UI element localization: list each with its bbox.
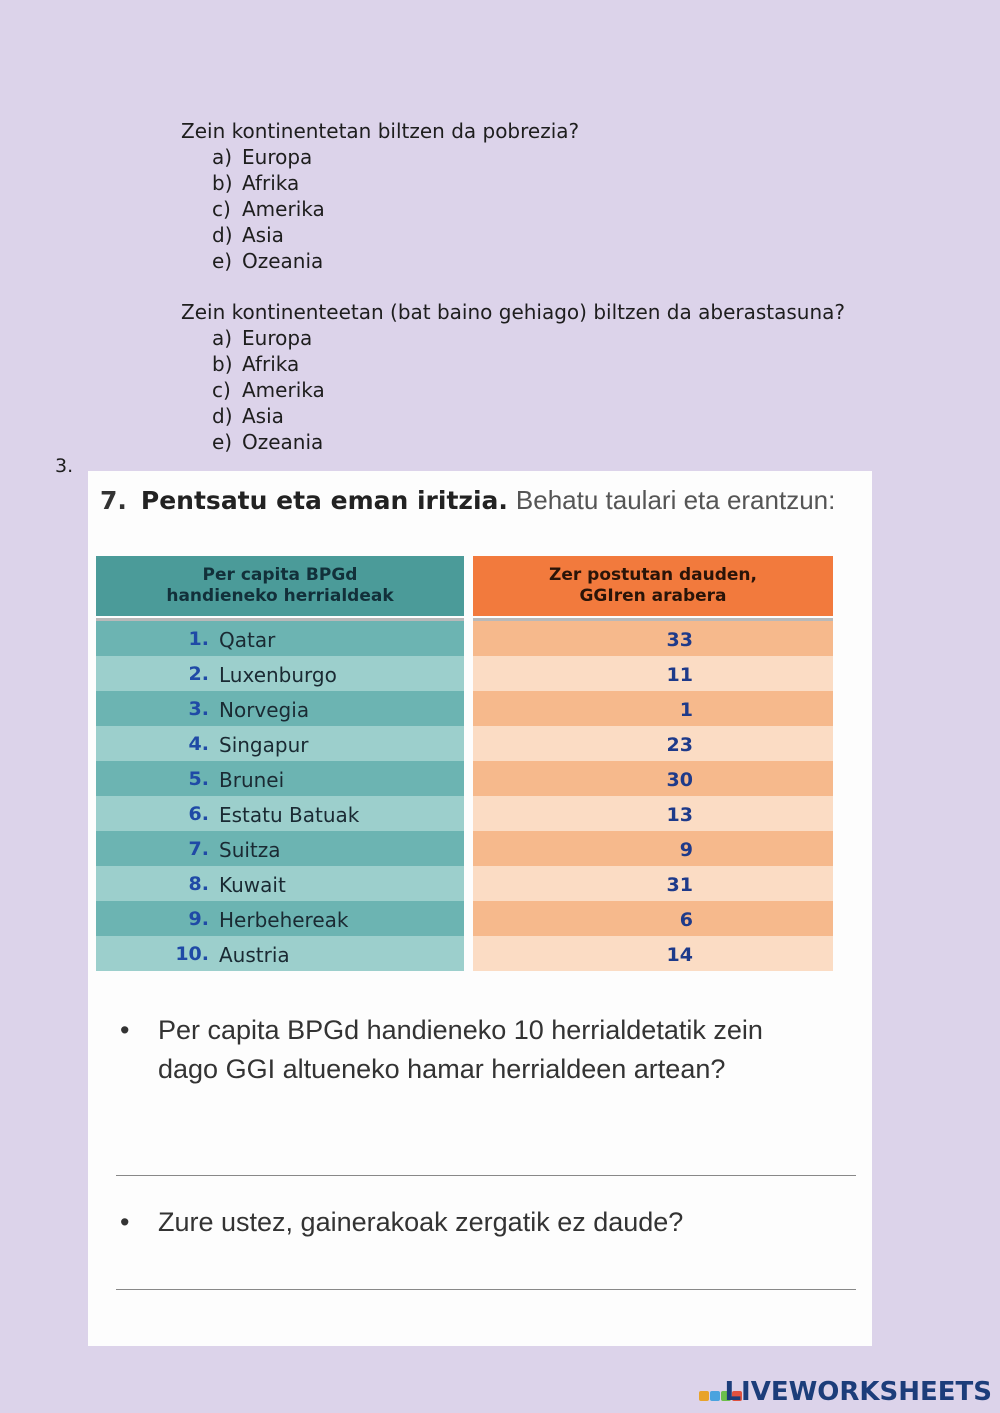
country-cell bbox=[96, 761, 464, 796]
option-c[interactable]: c) Amerika bbox=[212, 378, 325, 402]
table-row bbox=[88, 831, 872, 866]
hdi-position: 33 bbox=[666, 629, 693, 651]
table-header-right: Zer postutan dauden, GGIren arabera bbox=[473, 556, 833, 616]
option-b[interactable]: b) Afrika bbox=[212, 352, 300, 376]
option-d[interactable]: d) Asia bbox=[212, 404, 284, 428]
question-2 bbox=[181, 299, 845, 455]
exercise-title-bold: Pentsatu eta eman iritzia. bbox=[140, 486, 508, 515]
bullet-text: Per capita BPGd handieneko 10 herrialdetatik zein dago GGI altueneko hamar herrialdeen artean? bbox=[158, 1015, 763, 1084]
rank: 7. bbox=[188, 838, 209, 860]
country-name: Qatar bbox=[219, 628, 276, 652]
option-a[interactable]: a) Europa bbox=[212, 326, 313, 350]
question-1 bbox=[181, 118, 579, 274]
hdi-position: 6 bbox=[679, 909, 693, 931]
country-cell bbox=[96, 866, 464, 901]
value-cell bbox=[473, 691, 833, 726]
section-number: 3. bbox=[55, 455, 74, 477]
country-name: Luxenburgo bbox=[219, 663, 337, 687]
hdi-position: 9 bbox=[679, 839, 693, 861]
hdi-position: 11 bbox=[666, 664, 693, 686]
table-row bbox=[88, 761, 872, 796]
country-name: Herbehereak bbox=[219, 908, 349, 932]
hdi-position: 13 bbox=[666, 804, 693, 826]
value-cell bbox=[473, 621, 833, 656]
hdi-position: 1 bbox=[679, 699, 693, 721]
value-cell bbox=[473, 761, 833, 796]
table-row bbox=[88, 901, 872, 936]
exercise-image bbox=[88, 471, 872, 1346]
rank: 3. bbox=[188, 698, 209, 720]
option-d[interactable]: d) Asia bbox=[212, 223, 284, 247]
rank: 4. bbox=[188, 733, 209, 755]
hdi-position: 31 bbox=[666, 874, 693, 896]
country-name: Singapur bbox=[219, 733, 309, 757]
question-1-stem: Zein kontinentetan biltzen da pobrezia? bbox=[181, 119, 580, 143]
table-row bbox=[88, 726, 872, 761]
country-cell bbox=[96, 831, 464, 866]
value-cell bbox=[473, 866, 833, 901]
country-cell bbox=[96, 901, 464, 936]
rank: 9. bbox=[188, 908, 209, 930]
value-cell bbox=[473, 901, 833, 936]
country-name: Brunei bbox=[219, 768, 285, 792]
country-name: Austria bbox=[219, 943, 290, 967]
country-cell bbox=[96, 796, 464, 831]
value-cell bbox=[473, 726, 833, 761]
table-row bbox=[88, 866, 872, 901]
rank: 2. bbox=[188, 663, 209, 685]
rank: 8. bbox=[188, 873, 209, 895]
value-cell bbox=[473, 796, 833, 831]
country-name: Estatu Batuak bbox=[219, 803, 360, 827]
value-cell bbox=[473, 936, 833, 971]
liveworksheets-logo: LIVEWORKSHEETS bbox=[699, 1377, 992, 1407]
exercise-number: 7. bbox=[100, 486, 127, 515]
table-row bbox=[88, 936, 872, 971]
country-cell bbox=[96, 656, 464, 691]
logo-icon bbox=[699, 1379, 721, 1401]
country-cell bbox=[96, 726, 464, 761]
country-cell bbox=[96, 936, 464, 971]
exercise-title bbox=[100, 485, 835, 516]
country-cell bbox=[96, 621, 464, 656]
value-cell bbox=[473, 656, 833, 691]
option-e[interactable]: e) Ozeania bbox=[212, 249, 324, 273]
option-e[interactable]: e) Ozeania bbox=[212, 430, 324, 454]
hdi-position: 14 bbox=[666, 944, 693, 966]
country-cell bbox=[96, 691, 464, 726]
table-body bbox=[88, 621, 872, 971]
option-a[interactable]: a) Europa bbox=[212, 145, 313, 169]
option-c[interactable]: c) Amerika bbox=[212, 197, 325, 221]
bullet-question-2 bbox=[120, 1203, 818, 1242]
country-name: Kuwait bbox=[219, 873, 286, 897]
rank: 1. bbox=[188, 628, 209, 650]
answer-line-2[interactable] bbox=[116, 1289, 856, 1290]
bullet-icon: • bbox=[120, 1207, 130, 1237]
table-header-left: Per capita BPGd handieneko herrialdeak bbox=[96, 556, 464, 616]
bullet-question-1 bbox=[120, 1011, 818, 1089]
country-name: Suitza bbox=[219, 838, 281, 862]
question-2-stem: Zein kontinenteetan (bat baino gehiago) biltzen da aberastasuna? bbox=[181, 300, 846, 324]
table-row bbox=[88, 691, 872, 726]
hdi-position: 30 bbox=[666, 769, 693, 791]
rank: 5. bbox=[188, 768, 209, 790]
country-name: Norvegia bbox=[219, 698, 310, 722]
table-row bbox=[88, 656, 872, 691]
answer-line-1[interactable] bbox=[116, 1175, 856, 1176]
exercise-title-rest: Behatu taulari eta erantzun: bbox=[515, 485, 836, 515]
hdi-position: 23 bbox=[666, 734, 693, 756]
value-cell bbox=[473, 831, 833, 866]
bullet-icon: • bbox=[120, 1015, 130, 1045]
rank: 10. bbox=[175, 943, 209, 965]
table-row bbox=[88, 621, 872, 656]
table-row bbox=[88, 796, 872, 831]
option-b[interactable]: b) Afrika bbox=[212, 171, 300, 195]
rank: 6. bbox=[188, 803, 209, 825]
bullet-text: Zure ustez, gainerakoak zergatik ez daude? bbox=[158, 1207, 684, 1237]
